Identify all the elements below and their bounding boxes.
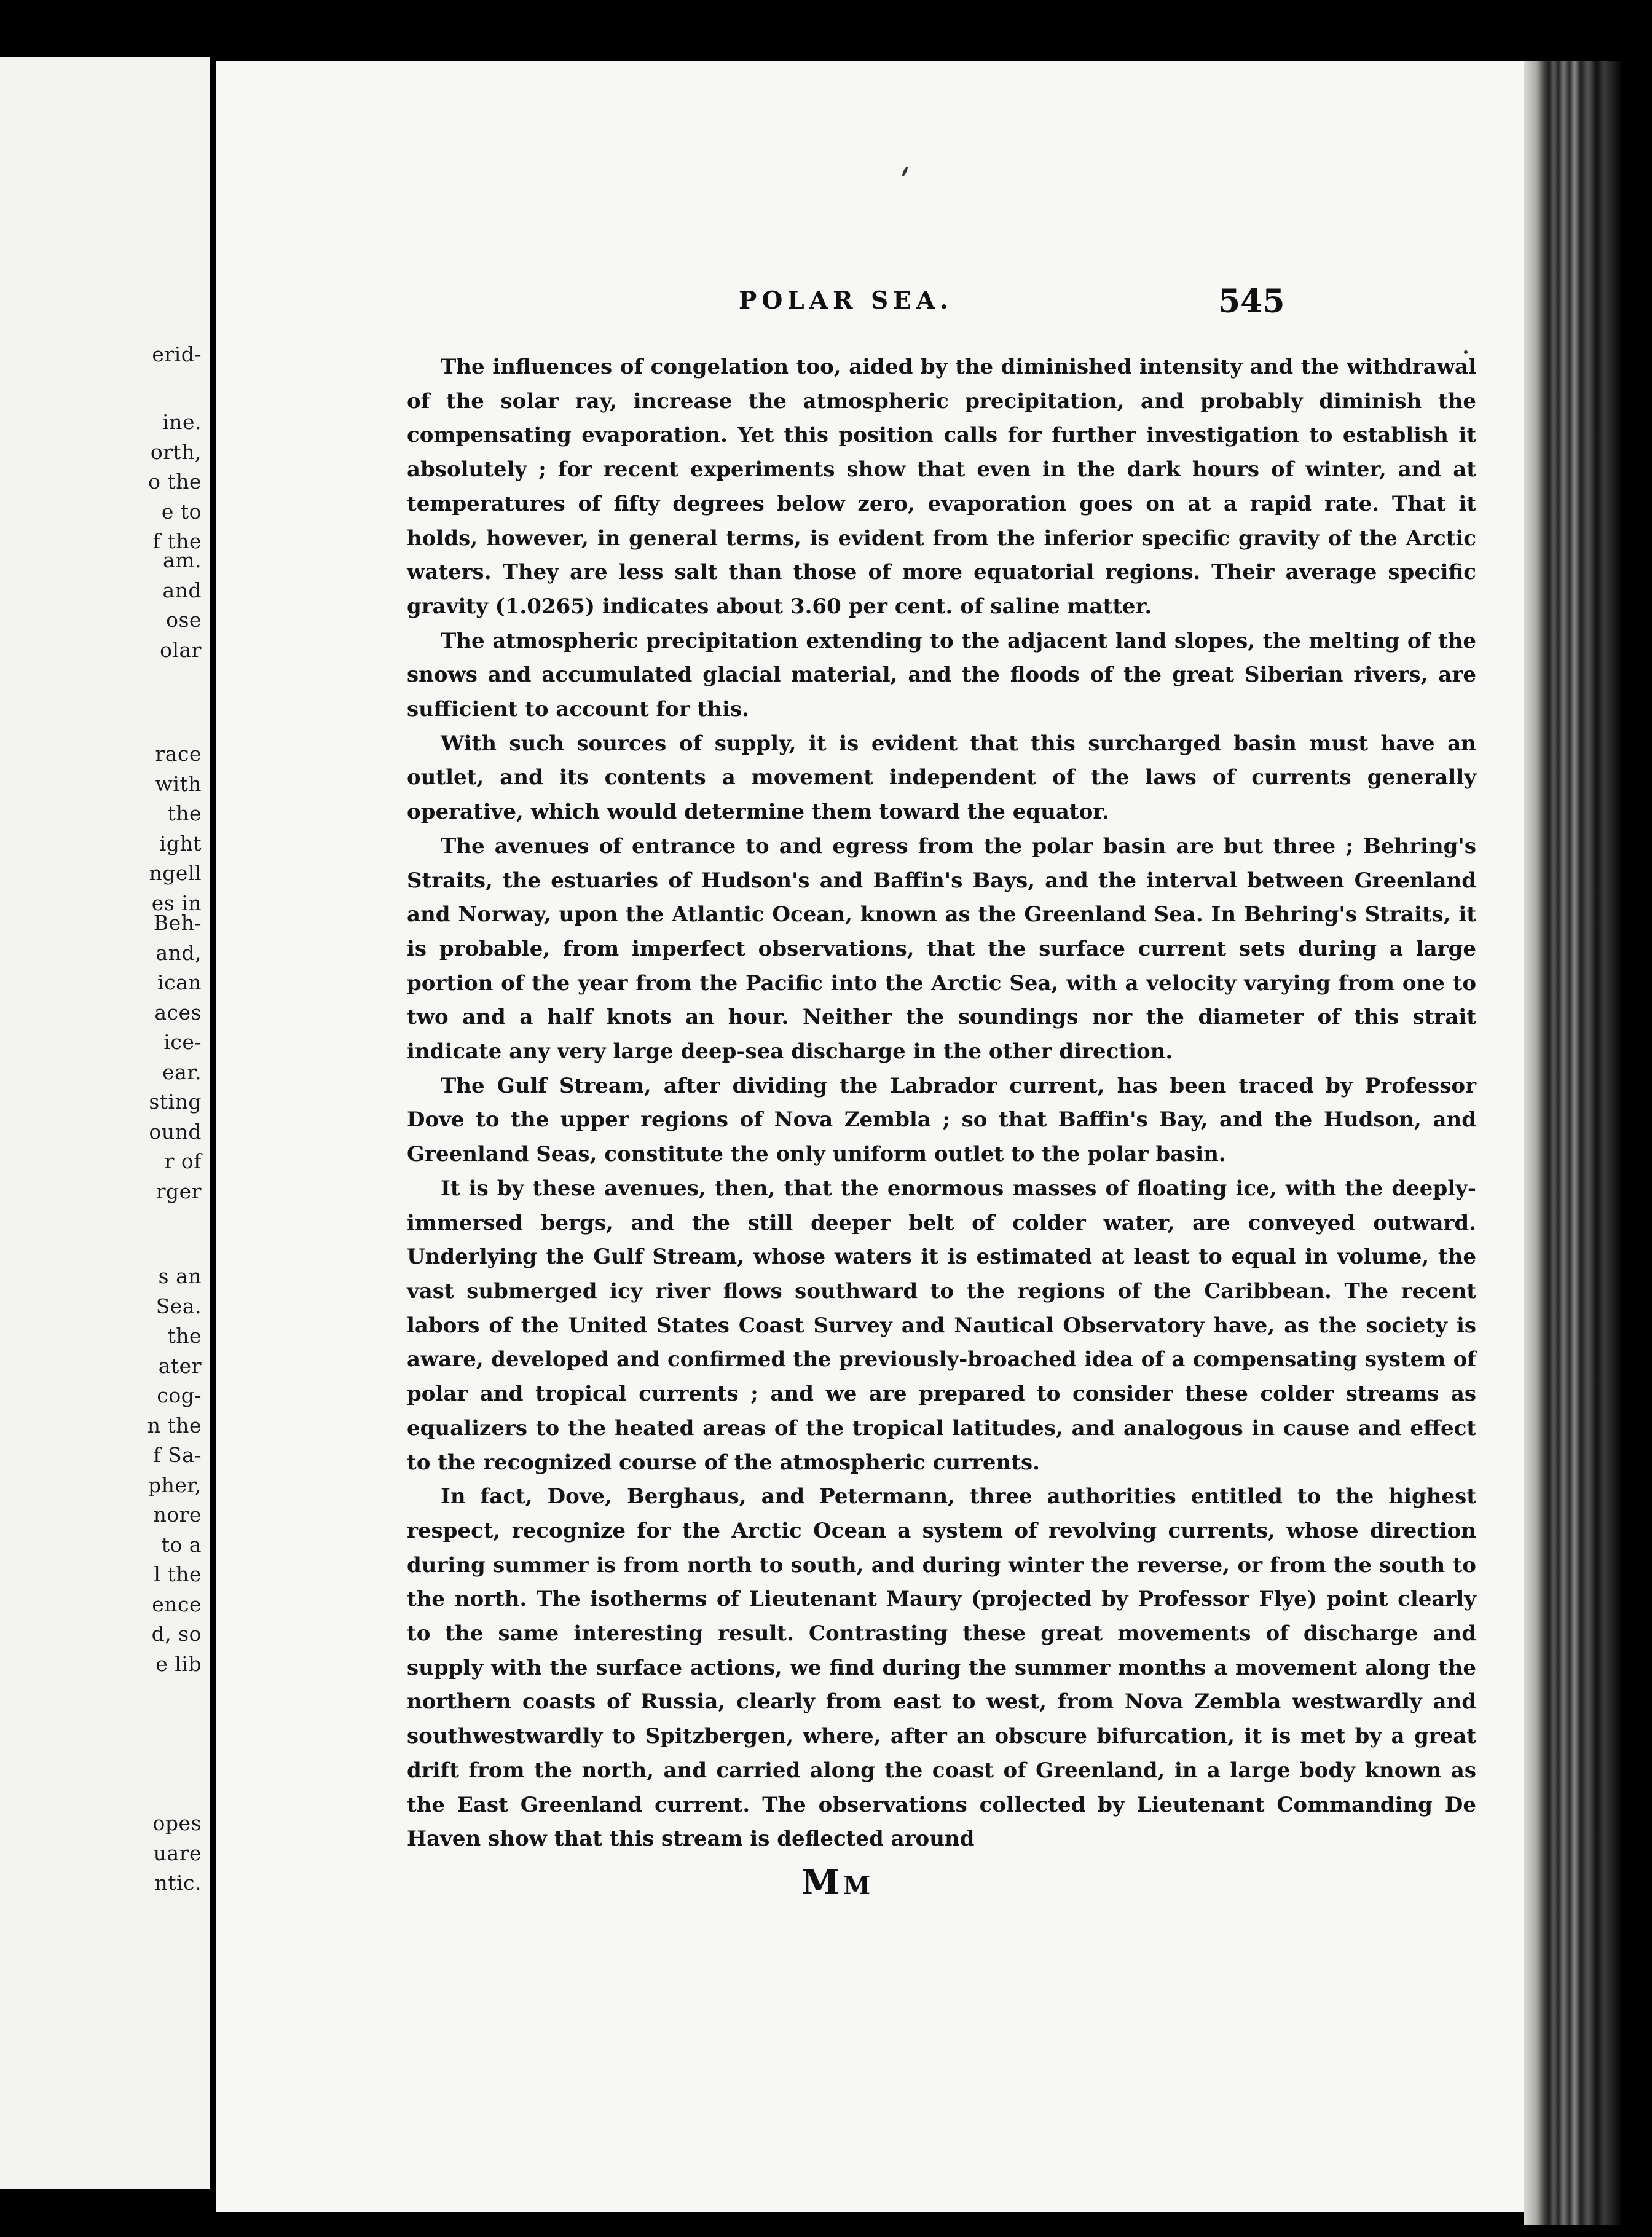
page-header (216, 283, 1536, 323)
main-page (216, 61, 1536, 2212)
left-page-line-fragment: am. (163, 548, 202, 572)
left-page-line-fragment: ngell (149, 861, 202, 885)
page-edge-stack (1524, 61, 1622, 2225)
left-page-line-fragment: s an (158, 1264, 202, 1288)
paragraph-3: With such sources of supply, it is evident that this surcharged basin must have an outlet, and its contents a movement independent of the laws of currents generally operative, which would determine them toward the equator. (407, 731, 1476, 825)
left-page-line-fragment: opes (152, 1811, 202, 1835)
paragraph-2: The atmospheric precipitation extending to the adjacent land slopes, the melting of the snows and accumulated glacial material, and the floods of the great Siberian rivers, are sufficient to account for this. (407, 628, 1476, 722)
left-page-line-fragment: f Sa- (153, 1443, 202, 1467)
left-page-line-fragment: uare (153, 1841, 202, 1865)
body-text (407, 350, 1476, 1857)
left-page-line-fragment: o the (148, 470, 202, 493)
signature-small-letter: M (843, 1871, 875, 1900)
left-page-line-fragment: ater (158, 1353, 202, 1378)
left-page-line-fragment: with (155, 771, 202, 796)
left-page-line-fragment: to a (161, 1532, 202, 1557)
left-page-line-fragment: the (167, 1324, 202, 1348)
page-number: 545 (1218, 283, 1285, 320)
speck-mark (901, 166, 908, 177)
left-page-line-fragment: ine. (162, 410, 202, 434)
left-page-line-fragment: and (162, 578, 202, 602)
signature-large-letter: M (801, 1862, 843, 1903)
left-page-line-fragment: aces (154, 1000, 202, 1024)
left-page-line-fragment: n the (147, 1413, 202, 1437)
left-facing-page (0, 57, 210, 2189)
left-page-line-fragment: orth, (150, 439, 202, 464)
left-page-line-fragment: ight (159, 831, 202, 855)
left-page-line-fragment: ice- (163, 1030, 202, 1054)
left-page-line-fragment: ntic. (154, 1871, 202, 1895)
left-page-line-fragment: f the (152, 529, 202, 553)
left-page-line-fragment: olar (160, 637, 202, 662)
left-page-line-fragment: race (155, 742, 202, 766)
left-page-line-fragment: e lib (155, 1651, 202, 1676)
left-page-line-fragment: and, (155, 940, 202, 965)
paragraph-6: It is by these avenues, then, that the enormous masses of floating ice, with the deeply-immersed bergs, and the still deeper belt of colder water, are conveyed outward. Underlying the Gulf Stream, whose waters it is estimated at least to equal in volume, the vast submerged icy river flows southward to the regions of the Caribbean. The recent labors of the United States Coast Survey and Nautical Observatory have, as the society is aware, developed and confirmed the previously-broached idea of a compensating system of polar and tropical currents ; and we are prepared to consider these colder streams as equalizers to the heated areas of the tropical latitudes, and analogous in cause and effect to the recognized course of the atmospheric currents. (407, 1176, 1476, 1475)
left-page-line-fragment: d, so (151, 1622, 202, 1646)
left-page-line-fragment: ear. (162, 1060, 202, 1084)
left-page-line-fragment: Beh- (153, 911, 202, 935)
left-page-line-fragment: erid- (152, 342, 202, 366)
left-page-line-fragment: cog- (157, 1383, 202, 1407)
left-page-line-fragment: sting (149, 1090, 202, 1114)
left-page-line-fragment: r of (164, 1149, 202, 1173)
paragraph-7: In fact, Dove, Berghaus, and Petermann, three authorities entitled to the highest respect, recognize for the Arctic Ocean a system of revolving currents, whose direction during summer is from north to south, and during winter the reverse, or from the south to the north. The isotherms of Lieutenant Maury (projected by Professor Flye) point clearly to the same interesting result. Contrasting these great movements of discharge and supply with the surface actions, we find during the summer months a movement along the northern coasts of Russia, clearly from east to west, from Nova Zembla westwardly and southwestwardly to Spitzbergen, where, after an obscure bifurcation, it is met by a great drift from the north, and carried along the coast of Greenland, in a large body known as the East Greenland current. The observations collected by Lieutenant Commanding De Haven show that this stream is deflected around (407, 1484, 1476, 1852)
paragraph-1: The influences of congelation too, aided by the diminished intensity and the withdrawal of the solar ray, increase the atmospheric precipitation, and probably diminish the compensating evaporation. Yet this position calls for further investigation to establish it absolutely ; for recent experiments show that even in the dark hours of winter, and at temperatures of fifty degrees below zero, evaporation goes on at a rapid rate. That it holds, however, in general terms, is evident from the inferior specific gravity of the Arctic waters. They are less salt than those of more equatorial regions. Their average specific gravity (1.0265) indicates about 3.60 per cent. of saline matter. (407, 355, 1476, 619)
paragraph-5: The Gulf Stream, after dividing the Labrador current, has been traced by Professor Dove to the upper regions of Nova Zembla ; so that Baffin's Bay, and the Hudson, and Greenland Seas, constitute the only uniform outlet to the polar basin. (407, 1073, 1476, 1167)
left-page-line-fragment: l the (154, 1562, 202, 1586)
left-page-line-fragment: Sea. (155, 1294, 202, 1318)
left-page-line-fragment: es in (151, 890, 202, 915)
signature-mark (801, 1862, 874, 1903)
left-page-line-fragment: ose (166, 608, 202, 632)
speck-mark (1464, 350, 1468, 354)
left-page-line-fragment: ence (152, 1592, 202, 1616)
left-page-line-fragment: ican (157, 970, 202, 994)
running-head: POLAR SEA. (739, 286, 953, 315)
left-page-line-fragment: rger (155, 1179, 202, 1203)
left-page-line-fragment: ound (149, 1119, 202, 1144)
paragraph-4: The avenues of entrance to and egress from the polar basin are but three ; Behring's Straits, the estuaries of Hudson's and Baffin's Bays, and the interval between Greenland and Norway, upon the Atlantic Ocean, known as the Greenland Sea. In Behring's Straits, it is probable, from imperfect observations, that the surface current sets during a large portion of the year from the Pacific into the Arctic Sea, with a velocity varying from one to two and a half knots an hour. Neither the soundings nor the diameter of this strait indicate any very large deep-sea discharge in the other direction. (407, 833, 1476, 1064)
left-page-line-fragment: nore (153, 1503, 202, 1527)
left-page-line-fragment: the (167, 801, 202, 825)
left-page-line-fragment: e to (161, 499, 202, 524)
left-page-line-fragment: pher, (148, 1472, 202, 1497)
